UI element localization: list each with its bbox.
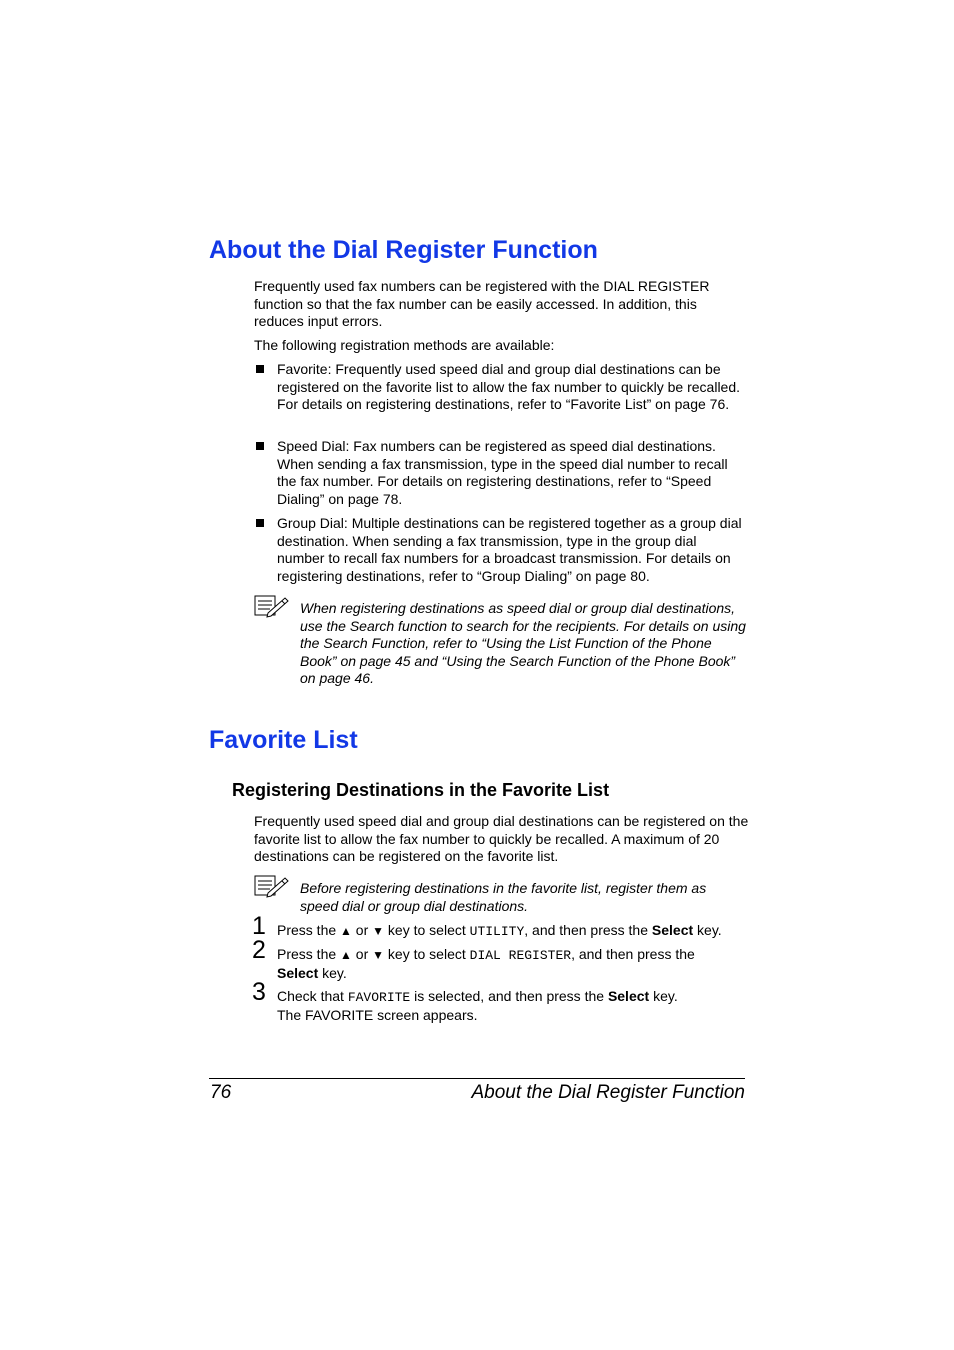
- methods-lead-paragraph: The following registration methods are available:: [254, 337, 555, 353]
- bullet-text: Speed Dial: Fax numbers can be registered as speed dial destinations. When sending a fax transmission, type in the speed dial number to recall the fax number. For details on registering destinations, refer to “Speed Dialing” on page 78.: [277, 438, 728, 507]
- display-code: DIAL REGISTER: [469, 948, 572, 963]
- step-text: Press the ▲ or ▼ key to select UTILITY, and then press the Select key.: [277, 922, 722, 939]
- page-number: 76: [210, 1082, 232, 1103]
- section-title-dial-register: About the Dial Register Function: [209, 236, 598, 264]
- display-code: UTILITY: [469, 924, 525, 939]
- step-number: 1: [252, 912, 266, 940]
- footer-rule: [209, 1078, 745, 1079]
- step-result: The FAVORITE screen appears.: [277, 1006, 478, 1023]
- step-number: 3: [252, 978, 266, 1006]
- bullet-square-icon: [256, 442, 264, 450]
- bullet-square-icon: [256, 519, 264, 527]
- step-text: Press the ▲ or ▼ key to select DIAL REGISTER, and then press the Select key.: [277, 946, 695, 981]
- display-code: FAVORITE: [347, 990, 411, 1005]
- subsection-title-registering: Registering Destinations in the Favorite List: [232, 780, 610, 800]
- bullet-text: Group Dial: Multiple destinations can be registered together as a group dial destination. When sending a fax transmission, type in the group dial number to recall fax numbers for a broadcast transmission. For details on registering destinations, refer to “Group Dialing” on page 80.: [277, 515, 742, 584]
- section-title-favorite-list: Favorite List: [209, 726, 358, 754]
- bullet-square-icon: [256, 365, 264, 373]
- note-pencil-icon: [254, 594, 290, 618]
- key-name: Select: [607, 988, 650, 1004]
- bullet-text: Favorite: Frequently used speed dial and group dial destinations can be registered on the favorite list to allow the fax number to quickly be recalled. For details on registering destinations, refer to “Favorite List” on page 76.: [277, 361, 741, 412]
- up-arrow-icon: ▲: [340, 924, 352, 938]
- favorite-intro-paragraph: Frequently used speed dial and group dial destinations can be registered on the favorite list to allow the fax number to quickly be recalled. A maximum of 20 destinations can be registered on the favorite list.: [254, 813, 749, 864]
- key-name: Select: [651, 922, 694, 938]
- note-text: When registering destinations as speed dial or group dial destinations, use the Search function to search for the recipients. For details on using the Search Function, refer to “Using the List Function of the Phone Book” on page 45 and “Using the Search Function of the Phone Book” on page 46.: [300, 600, 746, 686]
- note-pencil-icon: [254, 874, 290, 898]
- up-arrow-icon: ▲: [340, 948, 352, 962]
- step-number: 2: [252, 936, 266, 964]
- running-footer-title: About the Dial Register Function: [471, 1082, 745, 1103]
- step-text: Check that FAVORITE is selected, and then press the Select key. The FAVORITE screen appears.: [277, 988, 678, 1023]
- intro-paragraph: Frequently used fax numbers can be registered with the DIAL REGISTER function so that the fax number can be easily accessed. In addition, this reduces input errors.: [254, 278, 710, 329]
- down-arrow-icon: ▼: [372, 924, 385, 938]
- down-arrow-icon: ▼: [372, 948, 385, 962]
- note-text: Before registering destinations in the favorite list, register them as speed dial or group dial destinations.: [300, 880, 707, 914]
- key-name: Select: [277, 964, 319, 981]
